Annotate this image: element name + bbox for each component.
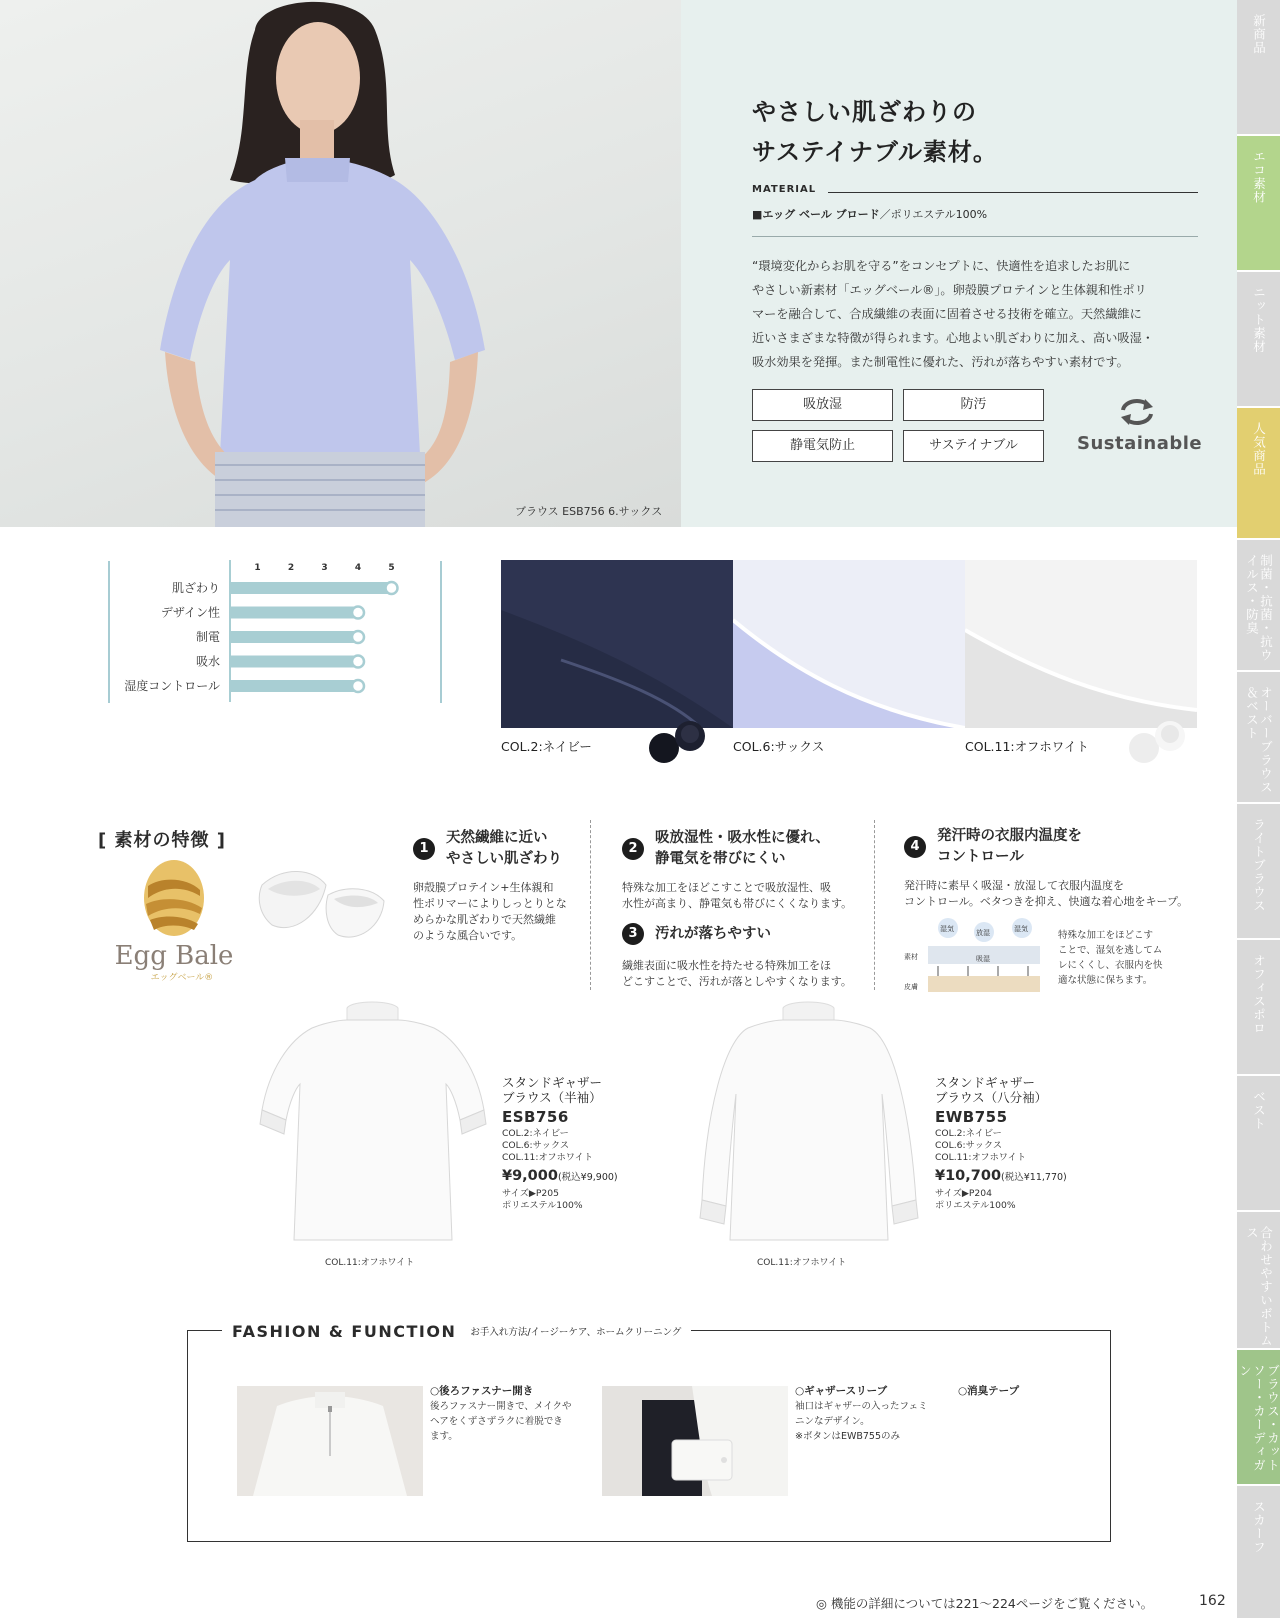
headline-line-1: やさしい肌ざわりの bbox=[752, 98, 977, 126]
rating-chart bbox=[108, 558, 448, 708]
chart-category-label: デザイン性 bbox=[160, 605, 220, 620]
product-1-meta: サイズ▶P205 ポリエステル100% bbox=[502, 1188, 583, 1211]
hero-description: “環境変化からお肌を守る”をコンセプトに、快適性を追求したお肌に やさしい新素材「エッグベール®」。卵殻膜プロテインと生体親和性ポリ マーを融合して、合成繊維の表面に固着させる技術を確立。天然繊維に 近いさまざまな特徴が得られます。心地よい肌ざわりに加え、高い吸湿・ 吸水効果を発揮。また制電性に優れた、汚れが落ちやすい素材です。 bbox=[752, 259, 1154, 369]
svg-text:Egg Bale: Egg Bale bbox=[114, 941, 234, 971]
tab-eco[interactable]: エコ素材 bbox=[1237, 136, 1280, 270]
chart-category-label: 制電 bbox=[195, 630, 220, 644]
feature-number-2: 2 bbox=[622, 838, 644, 860]
swatch-label-sax: COL.6:サックス bbox=[733, 739, 825, 754]
tab-vest[interactable]: ベスト bbox=[1237, 1076, 1280, 1210]
tab-light-blouse[interactable]: ライトブラウス bbox=[1237, 804, 1280, 938]
product-1-name: スタンドギャザー ブラウス（半袖） bbox=[502, 1075, 603, 1105]
chart-bar bbox=[230, 607, 358, 619]
svg-text:吸湿: 吸湿 bbox=[976, 955, 990, 963]
product-2-name: スタンドギャザー ブラウス（八分袖） bbox=[935, 1075, 1048, 1105]
chart-category-label: 肌ざわり bbox=[171, 581, 220, 595]
feature-3-heading: 汚れが落ちやすい bbox=[655, 926, 771, 942]
eggshell-image bbox=[254, 855, 404, 945]
fashion-function-header bbox=[222, 1320, 691, 1342]
svg-text:素材: 素材 bbox=[904, 953, 918, 961]
tab-overblouse[interactable]: オーバーブラウス＆ベスト bbox=[1237, 672, 1280, 802]
divider bbox=[752, 236, 1198, 237]
swatch-label-offwhite: COL.11:オフホワイト bbox=[965, 739, 1089, 754]
svg-text:湿気: 湿気 bbox=[1014, 925, 1028, 933]
svg-text:湿気: 湿気 bbox=[940, 925, 954, 933]
product-1-code: ESB756 bbox=[502, 1108, 569, 1126]
feature-1-body: 卵殻膜プロテイン+生体親和 性ポリマーによりしっとりとな めらかな肌ざわりで天然繊維 のような風合いです。 bbox=[413, 881, 567, 942]
button-sample-white bbox=[1124, 712, 1194, 772]
tag-sustainable: サステイナブル bbox=[903, 430, 1044, 462]
eggbale-logo bbox=[104, 856, 244, 986]
ff-item-2-body: 袖口はギャザーの入ったフェミ ニンなデザイン。 ※ボタンはEWB755のみ bbox=[795, 1401, 928, 1442]
zipper-image bbox=[237, 1386, 423, 1496]
product-2-price: ¥10,700(税込¥11,770) bbox=[935, 1168, 1067, 1184]
swatch-sax bbox=[733, 560, 965, 728]
tag-moisture: 吸放湿 bbox=[752, 389, 893, 421]
chart-bar-end-marker bbox=[352, 680, 364, 692]
product-1-colors: COL.2:ネイビー COL.6:サックス COL.11:オフホワイト bbox=[502, 1128, 594, 1163]
divider bbox=[828, 192, 1198, 193]
product-2-colors: COL.2:ネイビー COL.6:サックス COL.11:オフホワイト bbox=[935, 1128, 1027, 1163]
product-1-price: ¥9,000(税込¥9,900) bbox=[502, 1168, 618, 1184]
product-image-esb756 bbox=[252, 1000, 492, 1245]
chart-bar bbox=[230, 582, 392, 594]
chart-tick-label: 4 bbox=[354, 563, 362, 573]
gather-sleeve-image bbox=[602, 1386, 788, 1496]
swatch-label-navy: COL.2:ネイビー bbox=[501, 739, 592, 754]
tab-bottoms[interactable]: 合わせやすいボトムス bbox=[1237, 1212, 1280, 1348]
material-value: ■エッグ ベール ブロード／ポリエステル100% bbox=[752, 208, 988, 221]
chart-bar bbox=[230, 680, 358, 692]
ff-item-2-heading: ○ギャザースリーブ bbox=[795, 1385, 888, 1397]
feature-1-heading: 天然繊維に近い やさしい肌ざわり bbox=[446, 830, 562, 867]
swatch-offwhite bbox=[965, 560, 1197, 728]
chart-bar-end-marker bbox=[352, 656, 364, 668]
recycle-icon bbox=[1115, 396, 1159, 428]
product-1-caption: COL.11:オフホワイト bbox=[325, 1258, 415, 1268]
fashion-function-title: FASHION & FUNCTION bbox=[232, 1321, 457, 1341]
chart-category-label: 湿度コントロール bbox=[124, 679, 220, 693]
tag-antifouling: 防汚 bbox=[903, 389, 1044, 421]
divider bbox=[874, 820, 875, 990]
fashion-function-subtitle: お手入れ方法/イージーケア、ホームクリーニング bbox=[470, 1327, 682, 1338]
product-image-ewb755 bbox=[688, 1000, 928, 1245]
product-2-meta: サイズ▶P204 ポリエステル100% bbox=[935, 1188, 1016, 1211]
product-2-code: EWB755 bbox=[935, 1108, 1008, 1126]
tab-knit[interactable]: ニット素材 bbox=[1237, 272, 1280, 406]
tab-popular[interactable]: 人気商品 bbox=[1237, 408, 1280, 538]
feature-4-heading: 発汗時の衣服内温度を コントロール bbox=[937, 828, 1082, 865]
chart-bar-end-marker bbox=[386, 582, 398, 594]
moisture-diagram bbox=[898, 916, 1048, 996]
feature-number-1: 1 bbox=[413, 838, 435, 860]
svg-text:放湿: 放湿 bbox=[976, 929, 990, 937]
chart-bar bbox=[230, 631, 358, 643]
tab-blouse-cutsew[interactable]: ブラウス・カットソー・カーディガン bbox=[1237, 1350, 1280, 1484]
material-label: MATERIAL bbox=[752, 184, 817, 195]
feature-2-heading: 吸放湿性・吸水性に優れ、 静電気を帯びにくい bbox=[655, 830, 830, 867]
page-number: 162 bbox=[1199, 1593, 1226, 1609]
tab-office-polo[interactable]: オフィスポロ bbox=[1237, 940, 1280, 1074]
chart-category-label: 吸水 bbox=[195, 654, 220, 669]
ff-item-3-heading: ○消臭テープ bbox=[958, 1385, 1020, 1397]
tab-antibacterial[interactable]: 制菌・抗菌・抗ウイルス・防臭 bbox=[1237, 540, 1280, 670]
chart-tick-label: 2 bbox=[287, 563, 295, 573]
feature-3-body: 繊維表面に吸水性を持たせる特殊加工をほ どこすことで、汚れが落としやすくなります。 bbox=[622, 959, 852, 988]
sustainable-label: Sustainable bbox=[1077, 433, 1203, 454]
ff-item-1-heading: ○後ろファスナー開き bbox=[430, 1385, 534, 1397]
feature-4-side-note: 特殊な加工をほどこす ことで、湿気を逃してム レにくくし、衣服内を快 適な状態に保ちます。 bbox=[1058, 930, 1163, 986]
footnote: ◎ 機能の詳細については221〜224ページをご覧ください。 bbox=[816, 1596, 1154, 1611]
tab-new[interactable]: 新商品 bbox=[1237, 0, 1280, 134]
hero-photo bbox=[0, 0, 681, 527]
ff-item-1-body: 後ろファスナー開きで、メイクや ヘアをくずさずラクに着脱でき ます。 bbox=[430, 1401, 572, 1442]
feature-number-3: 3 bbox=[622, 923, 644, 945]
headline bbox=[752, 92, 998, 172]
chart-bar bbox=[230, 656, 358, 668]
hero-caption: ブラウス ESB756 6.サックス bbox=[515, 505, 663, 518]
feature-2-body: 特殊な加工をほどこすことで吸放湿性、吸 水性が高まり、静電気も帯びにくくなります。 bbox=[622, 881, 853, 910]
svg-text:エッグベール®: エッグベール® bbox=[150, 973, 214, 983]
feature-4-body: 発汗時に素早く吸湿・放湿して衣服内温度を コントロール。ベタつきを抑え、快適な着心地をキープ。 bbox=[904, 879, 1189, 908]
tag-antistatic: 静電気防止 bbox=[752, 430, 893, 462]
divider bbox=[590, 820, 591, 990]
features-title: [ 素材の特徴 ] bbox=[98, 830, 226, 851]
headline-line-2: サステイナブル素材。 bbox=[752, 138, 998, 166]
chart-tick-label: 5 bbox=[388, 563, 395, 573]
chart-tick-label: 3 bbox=[321, 563, 328, 573]
swatch-navy bbox=[501, 560, 733, 728]
chart-tick-label: 1 bbox=[254, 563, 261, 573]
tab-scarf[interactable]: スカーフ bbox=[1237, 1486, 1280, 1618]
svg-text:皮膚: 皮膚 bbox=[904, 983, 918, 991]
chart-bar-end-marker bbox=[352, 631, 364, 643]
product-2-caption: COL.11:オフホワイト bbox=[757, 1258, 847, 1268]
button-sample-navy bbox=[644, 712, 714, 772]
chart-bar-end-marker bbox=[352, 607, 364, 619]
feature-number-4: 4 bbox=[904, 836, 926, 858]
